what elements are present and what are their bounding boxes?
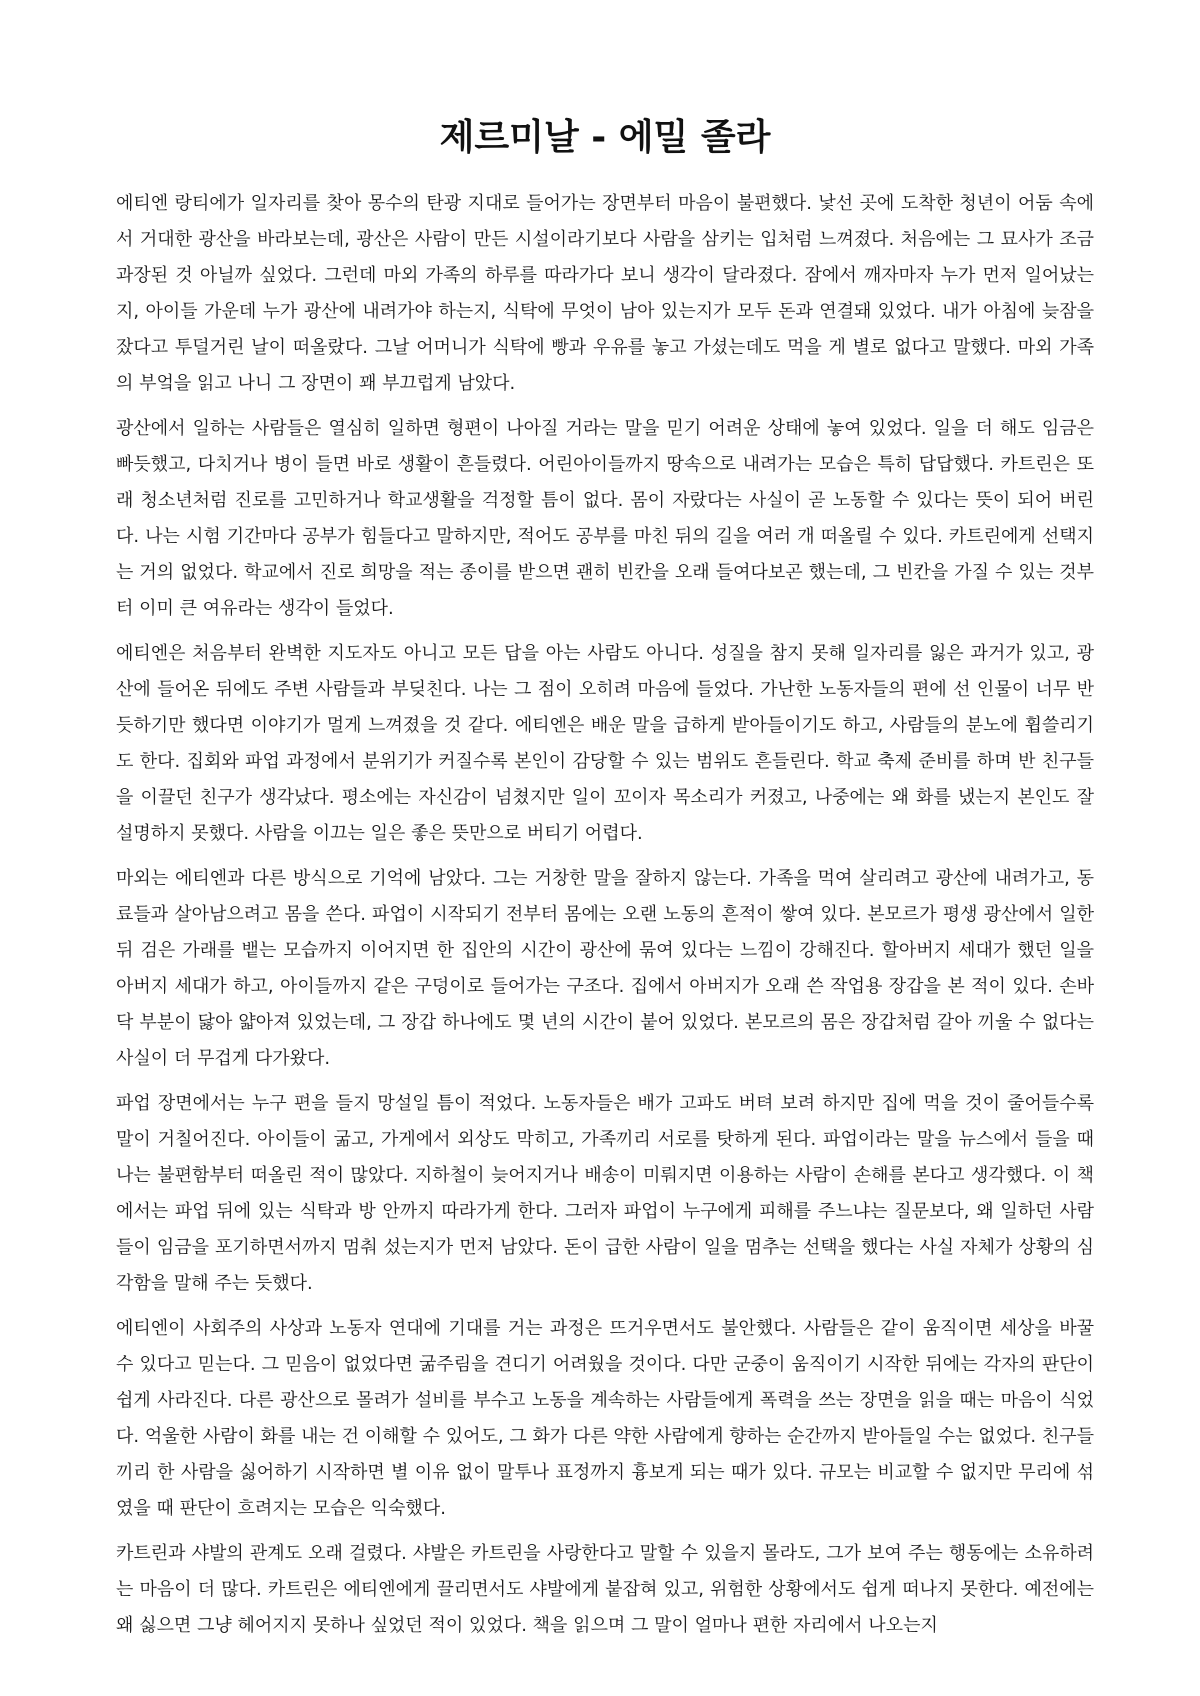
paragraph-7: 카트린과 샤발의 관계도 오래 걸렸다. 샤발은 카트린을 사랑한다고 말할 수 있을지 몰라도, 그가 보여 주는 행동에는 소유하려는 마음이 더 많다. 카트린은 에티엔에게 끌리면서도 샤발에게 붙잡혀 있고, 위험한 상황에서도 쉽게 떠나지 못한다. 예전에는 왜 싫으면 그냥 헤어지지 못하나 싶었던 적이 있었다. 책을 읽으며 그 말이 얼마나 편한 자리에서 나오는지 [116,1543,1094,1636]
paragraph-5: 파업 장면에서는 누구 편을 들지 망설일 틈이 적었다. 노동자들은 배가 고파도 버텨 보려 하지만 집에 먹을 것이 줄어들수록 말이 거칠어진다. 아이들이 굶고, 가게에서 외상도 막히고, 가족끼리 서로를 탓하게 된다. 파업이라는 말을 뉴스에서 들을 때 나는 불편함부터 떠올린 적이 많았다. 지하철이 늦어지거나 배송이 미뤄지면 이용하는 사람이 손해를 본다고 생각했다. 이 책에서는 파업 뒤에 있는 식탁과 방 안까지 따라가게 한다. 그러자 파업이 누구에게 피해를 주느냐는 질문보다, 왜 일하던 사람들이 임금을 포기하면서까지 멈춰 섰는지가 먼저 남았다. 돈이 급한 사람이 일을 멈추는 선택을 했다는 사실 자체가 상황의 심각함을 말해 주는 듯했다. [116,1093,1094,1294]
paragraph-1: 에티엔 랑티에가 일자리를 찾아 몽수의 탄광 지대로 들어가는 장면부터 마음이 불편했다. 낯선 곳에 도착한 청년이 어둠 속에서 거대한 광산을 바라보는데, 광산은 사람이 만든 시설이라기보다 사람을 삼키는 입처럼 느껴졌다. 처음에는 그 묘사가 조금 과장된 것 아닐까 싶었다. 그런데 마외 가족의 하루를 따라가다 보니 생각이 달라졌다. 잠에서 깨자마자 누가 먼저 일어났는지, 아이들 가운데 누가 광산에 내려가야 하는지, 식탁에 무엇이 남아 있는지가 모두 돈과 연결돼 있었다. 내가 아침에 늦잠을 잤다고 투덜거린 날이 떠올랐다. 그날 어머니가 식탁에 빵과 우유를 놓고 가셨는데도 먹을 게 별로 없다고 말했다. 마외 가족의 부엌을 읽고 나니 그 장면이 꽤 부끄럽게 남았다. [116,193,1094,394]
paragraph-2: 광산에서 일하는 사람들은 열심히 일하면 형편이 나아질 거라는 말을 믿기 어려운 상태에 놓여 있었다. 일을 더 해도 임금은 빠듯했고, 다치거나 병이 들면 바로 생활이 흔들렸다. 어린아이들까지 땅속으로 내려가는 모습은 특히 답답했다. 카트린은 또래 청소년처럼 진로를 고민하거나 학교생활을 걱정할 틈이 없다. 몸이 자랐다는 사실이 곧 노동할 수 있다는 뜻이 되어 버린다. 나는 시험 기간마다 공부가 힘들다고 말하지만, 적어도 공부를 마친 뒤의 길을 여러 개 떠올릴 수 있다. 카트린에게 선택지는 거의 없었다. 학교에서 진로 희망을 적는 종이를 받으면 괜히 빈칸을 오래 들여다보곤 했는데, 그 빈칸을 가질 수 있는 것부터 이미 큰 여유라는 생각이 들었다. [116,418,1094,619]
paragraph-6: 에티엔이 사회주의 사상과 노동자 연대에 기대를 거는 과정은 뜨거우면서도 불안했다. 사람들은 같이 움직이면 세상을 바꿀 수 있다고 믿는다. 그 믿음이 없었다면 굶주림을 견디기 어려웠을 것이다. 다만 군중이 움직이기 시작한 뒤에는 각자의 판단이 쉽게 사라진다. 다른 광산으로 몰려가 설비를 부수고 노동을 계속하는 사람들에게 폭력을 쓰는 장면을 읽을 때는 마음이 식었다. 억울한 사람이 화를 내는 건 이해할 수 있어도, 그 화가 다른 약한 사람에게 향하는 순간까지 받아들일 수는 없었다. 친구들끼리 한 사람을 싫어하기 시작하면 별 이유 없이 말투나 표정까지 흉보게 되는 때가 있다. 규모는 비교할 수 없지만 무리에 섞였을 때 판단이 흐려지는 모습은 익숙했다. [116,1318,1094,1519]
document-body [116,186,1094,1644]
paragraph-4: 마외는 에티엔과 다른 방식으로 기억에 남았다. 그는 거창한 말을 잘하지 않는다. 가족을 먹여 살리려고 광산에 내려가고, 동료들과 살아남으려고 몸을 쓴다. 파업이 시작되기 전부터 몸에는 오랜 노동의 흔적이 쌓여 있다. 본모르가 평생 광산에서 일한 뒤 검은 가래를 뱉는 모습까지 이어지면 한 집안의 시간이 광산에 묶여 있다는 느낌이 강해진다. 할아버지 세대가 했던 일을 아버지 세대가 하고, 아이들까지 같은 구덩이로 들어가는 구조다. 집에서 아버지가 오래 쓴 작업용 장갑을 본 적이 있다. 손바닥 부분이 닳아 얇아져 있었는데, 그 장갑 하나에도 몇 년의 시간이 붙어 있었다. 본모르의 몸은 장갑처럼 갈아 끼울 수 없다는 사실이 더 무겁게 다가왔다. [116,868,1094,1069]
document-title: 제르미날 - 에밀 졸라 [439,117,771,158]
paragraph-3: 에티엔은 처음부터 완벽한 지도자도 아니고 모든 답을 아는 사람도 아니다. 성질을 참지 못해 일자리를 잃은 과거가 있고, 광산에 들어온 뒤에도 주변 사람들과 부딪친다. 나는 그 점이 오히려 마음에 들었다. 가난한 노동자들의 편에 선 인물이 너무 반듯하기만 했다면 이야기가 멀게 느껴졌을 것 같다. 에티엔은 배운 말을 급하게 받아들이기도 하고, 사람들의 분노에 휩쓸리기도 한다. 집회와 파업 과정에서 분위기가 커질수록 본인이 감당할 수 있는 범위도 흔들린다. 학교 축제 준비를 하며 반 친구들을 이끌던 친구가 생각났다. 평소에는 자신감이 넘쳤지만 일이 꼬이자 목소리가 커졌고, 나중에는 왜 화를 냈는지 본인도 잘 설명하지 못했다. 사람을 이끄는 일은 좋은 뜻만으로 버티기 어렵다. [116,643,1095,844]
